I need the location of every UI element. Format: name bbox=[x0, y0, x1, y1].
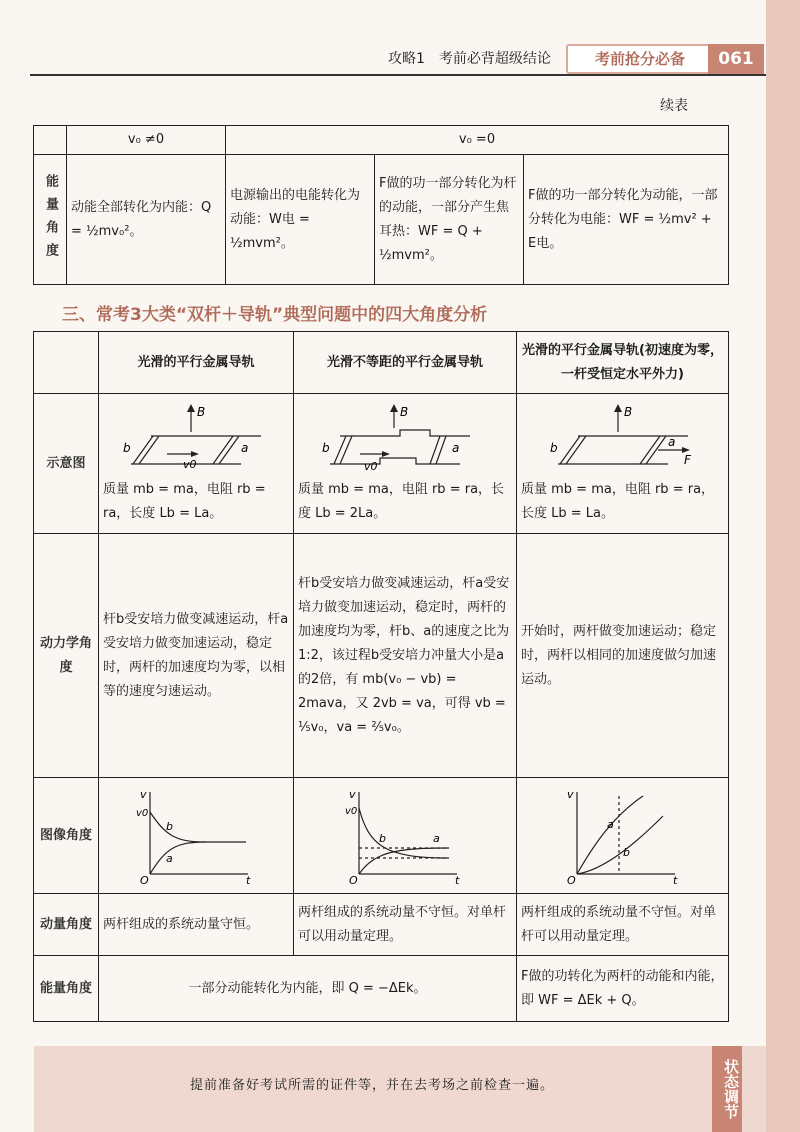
row-label-momentum: 动量角度 bbox=[34, 894, 99, 956]
row-label-dynamics: 动力学角度 bbox=[34, 534, 99, 778]
graph-cell-2 bbox=[294, 778, 517, 894]
energy-cell-3: F做的功转化为两杆的动能和内能，即 WF = ΔEk + Q。 bbox=[517, 956, 729, 1022]
col-v0-ne0: v₀ ≠0 bbox=[67, 126, 226, 155]
vt-graph-3 bbox=[563, 786, 683, 886]
schematic-cell-2 bbox=[294, 394, 517, 534]
label-B: B bbox=[623, 404, 632, 419]
side-tab bbox=[766, 0, 800, 1132]
curve-a: a bbox=[433, 831, 440, 845]
col-v0-eq0: v₀ =0 bbox=[226, 126, 729, 155]
label-a: a bbox=[452, 440, 460, 455]
curve-b: b bbox=[166, 819, 173, 833]
axis-t: t bbox=[246, 873, 251, 886]
label-v0: v0 bbox=[183, 457, 197, 471]
graph-cell-3 bbox=[517, 778, 729, 894]
curve-a: a bbox=[166, 851, 173, 865]
curve-b: b bbox=[622, 845, 630, 859]
momentum-cell-2: 两杆组成的系统动量不守恒。对单杆可以用动量定理。 bbox=[294, 894, 517, 956]
label-B: B bbox=[400, 404, 409, 419]
col-head-3: 光滑的平行金属导轨(初速度为零，一杆受恒定水平外力) bbox=[517, 332, 729, 394]
vt-graph-1 bbox=[136, 786, 256, 886]
axis-v: v bbox=[140, 787, 147, 801]
continued-label: 续表 bbox=[660, 98, 688, 114]
momentum-cell-1: 两杆组成的系统动量守恒。 bbox=[99, 894, 294, 956]
label-b: b bbox=[123, 440, 131, 455]
curve-a: a bbox=[606, 817, 614, 831]
rail-diagram-2 bbox=[320, 402, 490, 478]
header-rule bbox=[30, 74, 766, 76]
origin-O: O bbox=[140, 873, 149, 886]
schematic-cell-3 bbox=[517, 394, 729, 534]
rail-diagram-3 bbox=[548, 402, 698, 478]
table-continued bbox=[33, 125, 729, 285]
axis-t: t bbox=[455, 873, 460, 886]
dynamics-cell-2: 杆b受安培力做变减速运动，杆a受安培力做变加速运动，稳定时，两杆的加速度均为零，杆b、a的速度之比为1:2，该过程b受安培力冲量大小是a的2倍，有 mb(v₀ − vb) = 2mava，又 2vb = va，可得 vb = ⅕v₀，va = ⅖v₀。 bbox=[294, 534, 517, 778]
table-double-rod bbox=[33, 331, 729, 1022]
label-a: a bbox=[241, 440, 249, 455]
cell-energy-4: F做的功一部分转化为动能，一部分转化为电能：WF = ½mv² + E电。 bbox=[524, 155, 729, 285]
curve-b: b bbox=[379, 831, 386, 845]
origin-O: O bbox=[349, 873, 358, 886]
label-v0: v0 bbox=[364, 459, 378, 473]
label-F: F bbox=[683, 452, 691, 467]
header-title: 考前必背超级结论 bbox=[438, 51, 551, 67]
label-b: b bbox=[322, 440, 330, 455]
momentum-cell-3: 两杆组成的系统动量不守恒。对单杆可以用动量定理。 bbox=[517, 894, 729, 956]
label-b: b bbox=[549, 440, 558, 455]
label-B: B bbox=[197, 404, 206, 419]
axis-t: t bbox=[672, 873, 677, 886]
col-head-1: 光滑的平行金属导轨 bbox=[99, 332, 294, 394]
energy-cell-12: 一部分动能转化为内能，即 Q = −ΔEk。 bbox=[99, 956, 517, 1022]
cell-energy-1: 动能全部转化为内能：Q = ½mv₀²。 bbox=[67, 155, 226, 285]
footer-badge: 状态调节 bbox=[712, 1046, 742, 1132]
section-title: 三、常考3大类“双杆＋导轨”典型问题中的四大角度分析 bbox=[62, 305, 488, 325]
label-a: a bbox=[667, 434, 675, 449]
origin-O: O bbox=[566, 873, 576, 886]
schematic-caption-2: 质量 mb = ma，电阻 rb = ra，长度 Lb = 2La。 bbox=[298, 481, 505, 521]
graph-cell-1 bbox=[99, 778, 294, 894]
graph-label-v0: v0 bbox=[345, 805, 358, 817]
footer-tip: 提前准备好考试所需的证件等，并在去考场之前检查一遍。 bbox=[190, 1078, 555, 1093]
dynamics-cell-3: 开始时，两杆做变加速运动；稳定时，两杆以相同的加速度做匀加速运动。 bbox=[517, 534, 729, 778]
axis-v: v bbox=[566, 787, 574, 801]
row-label-graph: 图像角度 bbox=[34, 778, 99, 894]
row-label-energy: 能量角度 bbox=[43, 173, 58, 266]
graph-label-v0: v0 bbox=[136, 807, 149, 819]
cell-energy-2: 电源输出的电能转化为动能：W电 = ½mvm²。 bbox=[226, 155, 375, 285]
header-section: 攻略1 bbox=[388, 51, 425, 67]
header-breadcrumb bbox=[388, 48, 551, 68]
row-label-schematic: 示意图 bbox=[34, 394, 99, 534]
page-number: 061 bbox=[708, 44, 764, 74]
dynamics-cell-1: 杆b受安培力做变减速运动，杆a受安培力做变加速运动，稳定时，两杆的加速度均为零，以相等的速度匀速运动。 bbox=[99, 534, 294, 778]
row-label-energy: 能量角度 bbox=[34, 956, 99, 1022]
schematic-caption-1: 质量 mb = ma，电阻 rb = ra，长度 Lb = La。 bbox=[103, 481, 266, 521]
schematic-caption-3: 质量 mb = ma，电阻 rb = ra，长度 Lb = La。 bbox=[521, 481, 715, 521]
vt-graph-2 bbox=[345, 786, 465, 886]
cell-energy-3: F做的功一部分转化为杆的动能，一部分产生焦耳热：WF = Q + ½mvm²。 bbox=[375, 155, 524, 285]
col-head-2: 光滑不等距的平行金属导轨 bbox=[294, 332, 517, 394]
header-tag: 考前抢分必备 bbox=[566, 44, 714, 74]
rail-diagram-1 bbox=[121, 402, 271, 478]
schematic-cell-1 bbox=[99, 394, 294, 534]
axis-v: v bbox=[349, 787, 356, 801]
